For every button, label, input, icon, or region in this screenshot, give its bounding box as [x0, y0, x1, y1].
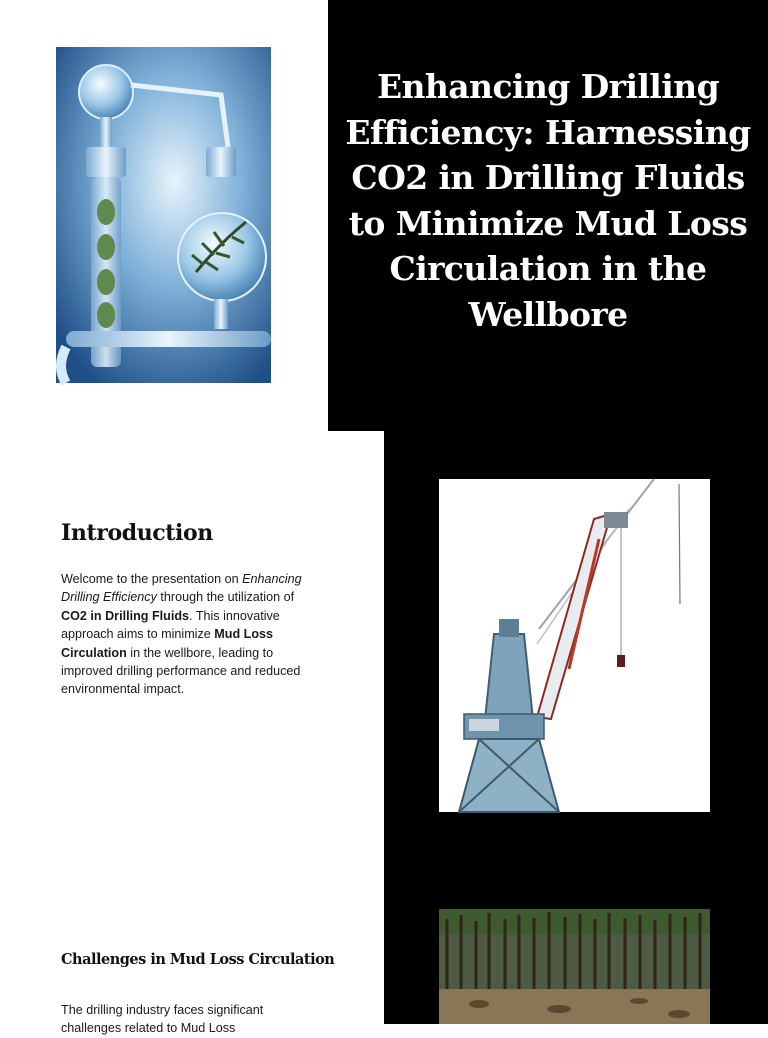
introduction-paragraph	[61, 570, 317, 699]
intro-emphasis-efficiency: Enhancing Drilling Efficiency	[61, 572, 302, 605]
intro-emphasis-mud-loss: Mud Loss Circulation	[61, 627, 274, 660]
crane-illustration	[439, 479, 710, 812]
intro-text-1: Welcome to the presentation on	[61, 572, 243, 586]
introduction-heading: Introduction	[61, 520, 213, 546]
challenges-paragraph: The drilling industry faces significant challenges related to Mud Loss	[61, 1003, 264, 1036]
presentation-title: Enhancing Drilling Efficiency: Harnessing CO2 in Drilling Fluids to Minimize Mud Loss Circulation in the Wellbore	[345, 67, 751, 334]
lab-glassware-image	[56, 47, 271, 383]
forest-image	[439, 909, 710, 1024]
forest-illustration	[439, 909, 710, 1024]
crane-image	[439, 479, 710, 812]
intro-text-4: in the wellbore, leading to improved drilling performance and reduced environmental impact.	[61, 645, 301, 697]
intro-text-3: . This innovative approach aims to minimize	[61, 608, 280, 642]
lab-glassware-illustration	[56, 47, 271, 383]
intro-emphasis-co2: CO2 in Drilling Fluids	[61, 608, 190, 623]
challenges-heading: Challenges in Mud Loss Circulation	[61, 951, 335, 968]
intro-text-2: through the utilization of	[156, 590, 295, 605]
